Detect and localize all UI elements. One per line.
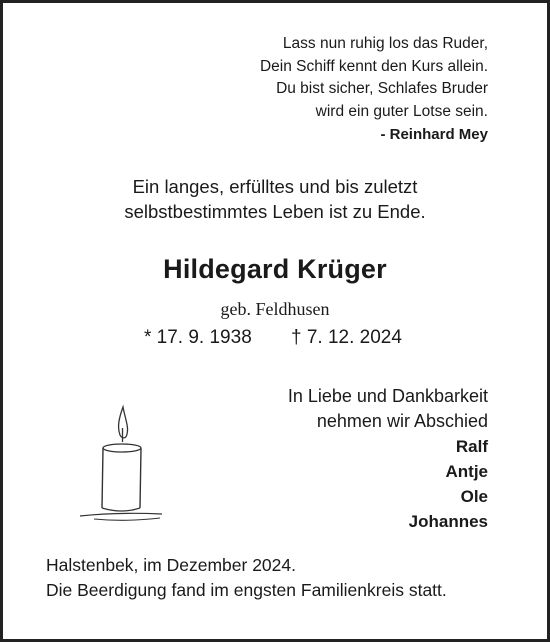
poem-line: Du bist sicher, Schlafes Bruder	[276, 80, 488, 97]
poem-line: Dein Schiff kennt den Kurs allein.	[259, 57, 488, 75]
poem-line: Lass nun ruhig los das Ruder,	[282, 35, 488, 52]
birth-date: * 17. 9. 1938	[144, 327, 252, 348]
family-member: Ole	[460, 487, 488, 506]
poem-verse	[260, 33, 488, 123]
family-member: Antje	[445, 462, 488, 481]
candle-icon	[76, 402, 166, 526]
intro-line: selbstbestimmtes Leben ist zu Ende.	[124, 201, 426, 222]
poem-author: - Reinhard Mey	[380, 126, 488, 143]
poem-line: wird ein guter Lotse sein.	[315, 102, 488, 120]
family-member: Johannes	[408, 512, 488, 531]
closing-line: nehmen wir Abschied	[316, 411, 488, 431]
intro-line: Ein langes, erfülltes und bis zuletzt	[132, 176, 418, 197]
family-member: Ralf	[455, 437, 488, 456]
death-date: † 7. 12. 2024	[291, 327, 402, 348]
closing-line: In Liebe und Dankbarkeit	[287, 386, 488, 406]
burial-note: Die Beerdigung fand im engsten Familienkreis statt.	[46, 580, 447, 600]
family-list	[409, 434, 488, 534]
deceased-name: Hildegard Krüger	[163, 254, 387, 284]
intro-text	[0, 174, 550, 224]
closing-text	[288, 384, 488, 434]
maiden-name: geb. Feldhusen	[220, 299, 330, 319]
place-date: Halstenbek, im Dezember 2024.	[46, 555, 296, 575]
